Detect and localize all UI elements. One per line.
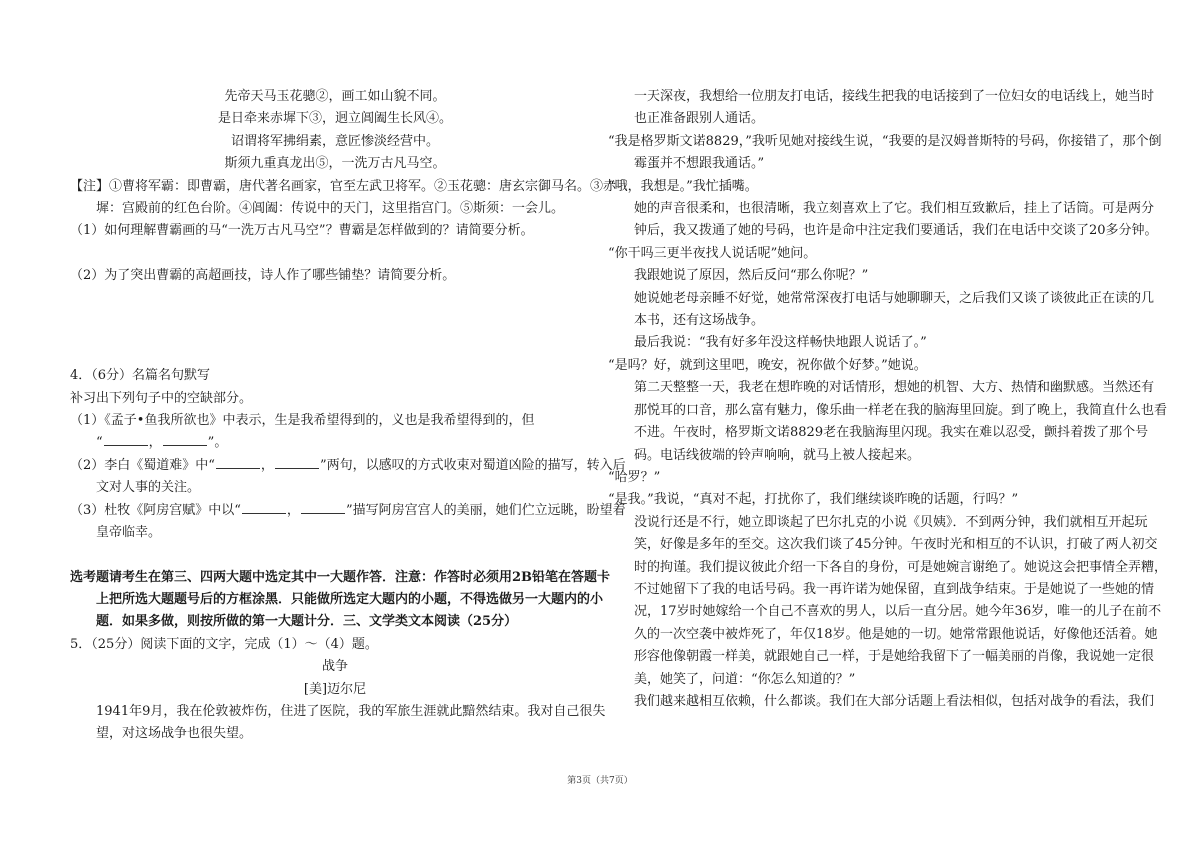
story-line: “是吗？好，就到这里吧，晚安，祝你做个好梦。”她说。 — [608, 357, 927, 373]
story-author: [美]迈尔尼 — [303, 681, 367, 697]
s4-question-1-blanks: “ ， ”。 — [70, 432, 600, 454]
story-line: 不进。午夜时，格罗斯文诺8829老在我脑海里闪现。我实在难以忍受，颤抖着拨了那个号 — [634, 425, 1149, 441]
story-title: 战争 — [321, 659, 348, 675]
story-line: 第二天整整一天，我老在想昨晚的对话情形，想她的机智、大方、热情和幽默感。当然还有 — [634, 380, 1155, 396]
fill-blank[interactable] — [216, 455, 260, 469]
story-line: “哈罗？” — [608, 469, 661, 485]
story-line: 最后我说：“我有好多年没这样畅快地跟人说话了。” — [634, 335, 927, 351]
elective-instructions: 上把所选大题题号后的方框涂黑．只能做所选定大题内的小题，不得选做另一大题内的小 — [96, 591, 604, 607]
poem-line: 诏谓将军拂绢素，意匠惨淡经营中。 — [230, 133, 439, 149]
page-footer: 第3页（共7页） — [567, 776, 633, 786]
elective-instructions: 选考题请考生在第三、四两大题中选定其中一大题作答．注意：作答时必须用2B铅笔在答题卡 — [70, 569, 611, 585]
story-line: 形容他像朝霞一样美，就跟她自己一样，于是她给我留下了一幅美丽的肖像，我说她一定很 — [634, 649, 1155, 665]
s4-question-1: （1）《孟子•鱼我所欲也》中表示，生是我希望得到的，义也是我希望得到的，但 — [70, 413, 535, 429]
story-line: 不过她留下了我的电话号码。我一再许诺为她保留，直到战争结束。于是她说了一些她的情 — [634, 581, 1155, 597]
story-line: 也正准备跟别人通话。 — [634, 111, 765, 127]
story-line: 她说她老母亲睡不好觉，她常常深夜打电话与她聊聊天，之后我们又谈了谈彼此正在读的几 — [634, 290, 1155, 306]
s4-question-2-cont: 文对人事的关注。 — [96, 480, 201, 496]
poem-line: 是日牵来赤墀下③，迥立阊阖生长风④。 — [217, 111, 452, 127]
poem-line: 斯须九重真龙出⑤，一洗万古凡马空。 — [224, 156, 446, 172]
story-line: 本书，还有这场战争。 — [634, 313, 765, 329]
question-1: （1）如何理解曹霸画的马“一洗万古凡马空”？曹霸是怎样做到的？请简要分析。 — [70, 223, 534, 239]
s4-question-2: （2）李白《蜀道难》中“ ， ”两句，以感叹的方式收束对蜀道凶险的描写，转入后 — [70, 455, 600, 477]
section-4-title: 4．（6分）名篇名句默写 — [70, 368, 211, 384]
section-4-intro: 补习出下列句子中的空缺部分。 — [70, 390, 253, 406]
fill-blank[interactable] — [163, 432, 207, 446]
elective-instructions: 题．如果多做，则按所做的第一大题计分．三、文学类文本阅读（25分） — [96, 614, 518, 630]
s4-question-3-cont: 皇帝临幸。 — [96, 525, 162, 541]
story-line: 美，她笑了，问道：“你怎么知道的？” — [634, 671, 856, 687]
story-line: 码。电话线彼端的铃声响响，就马上被人接起来。 — [634, 447, 921, 463]
story-line: 笑，好像是多年的至交。这次我们谈了45分钟。午夜时光和相互的不认识，打破了两人初交 — [634, 537, 1158, 553]
story-line: 我们越来越相互依赖，什么都谈。我们在大部分话题上看法相似，包括对战争的看法，我们 — [634, 693, 1155, 709]
story-line: 没说行还是不行，她立即谈起了巴尔扎克的小说《贝姨》．不到两分钟，我们就相互开起玩 — [634, 514, 1148, 530]
story-line: “是我。”我说，“真对不起，打扰你了，我们继续谈昨晚的话题，行吗？” — [608, 492, 1019, 508]
s4-question-3: （3）杜牧《阿房宫赋》中以“ ， ”描写阿房宫宫人的美丽，她们伫立远眺，盼望着 — [70, 500, 600, 522]
story-line: “你干吗三更半夜找人说话呢”她问。 — [608, 245, 817, 261]
annotation-note: 墀：宫殿前的红色台阶。④阊阖：传说中的天门，这里指宫门。⑤斯须：一会儿。 — [96, 201, 565, 217]
story-line: 霉蛋并不想跟我通话。” — [634, 156, 765, 172]
story-line: 那悦耳的口音，那么富有魅力，像乐曲一样老在我的脑海里回旋。到了晚上，我简直什么也看 — [634, 402, 1168, 418]
fill-blank[interactable] — [301, 500, 345, 514]
fill-blank[interactable] — [275, 455, 319, 469]
fill-blank[interactable] — [242, 500, 286, 514]
story-line: 况，17岁时她嫁给一个自己不喜欢的男人，以后一直分居。她今年36岁，唯一的儿子在前不 — [634, 604, 1162, 620]
poem-line: 先帝天马玉花骢②，画工如山貌不同。 — [224, 89, 446, 104]
left-column — [70, 86, 626, 746]
right-column — [608, 86, 1168, 713]
fill-blank[interactable] — [104, 432, 148, 446]
story-line: “哦，我想是。”我忙插嘴。 — [608, 178, 758, 194]
story-line: 她的声音很柔和，也很清晰，我立刻喜欢上了它。我们相互致歉后，挂上了话筒。可是两分 — [634, 201, 1155, 217]
poem — [70, 86, 600, 176]
story-paragraph: 望，对这场战争也很失望。 — [96, 726, 253, 742]
story-paragraph: 1941年9月，我在伦敦被炸伤，住进了医院，我的军旅生涯就此黯然结束。我对自己很失 — [96, 703, 606, 719]
story-line: “我是格罗斯文诺8829，”我听见她对接线生说，“我要的是汉姆普斯特的号码，你接错了，那个倒 — [608, 133, 1162, 149]
annotation-note: 【注】①曹将军霸：即曹霸，唐代著名画家，官至左武卫将军。②玉花骢：唐玄宗御马名。③赤 — [70, 178, 617, 194]
story-line: 时的拘谨。我们提议彼此介绍一下各自的身份，可是她婉言谢绝了。她说这会把事情全弄糟， — [634, 559, 1168, 575]
story-line: 钟后，我又拨通了她的号码，也许是命中注定我们要通话，我们在电话中交谈了20多分钟。 — [634, 223, 1158, 239]
section-5-title: 5．（25分）阅读下面的文字，完成（1）～（4）题。 — [70, 636, 378, 652]
story-line: 我跟她说了原因，然后反问“那么你呢？” — [634, 268, 869, 284]
story-line: 久的一次空袭中被炸死了，年仅18岁。他是她的一切。她常常跟他说话，好像他还活着。她 — [634, 626, 1158, 642]
question-2: （2）为了突出曹霸的高超画技，诗人作了哪些铺垫？请简要分析。 — [70, 267, 456, 283]
story-line: 一天深夜，我想给一位朋友打电话，接线生把我的电话接到了一位妇女的电话线上，她当时 — [634, 89, 1155, 104]
